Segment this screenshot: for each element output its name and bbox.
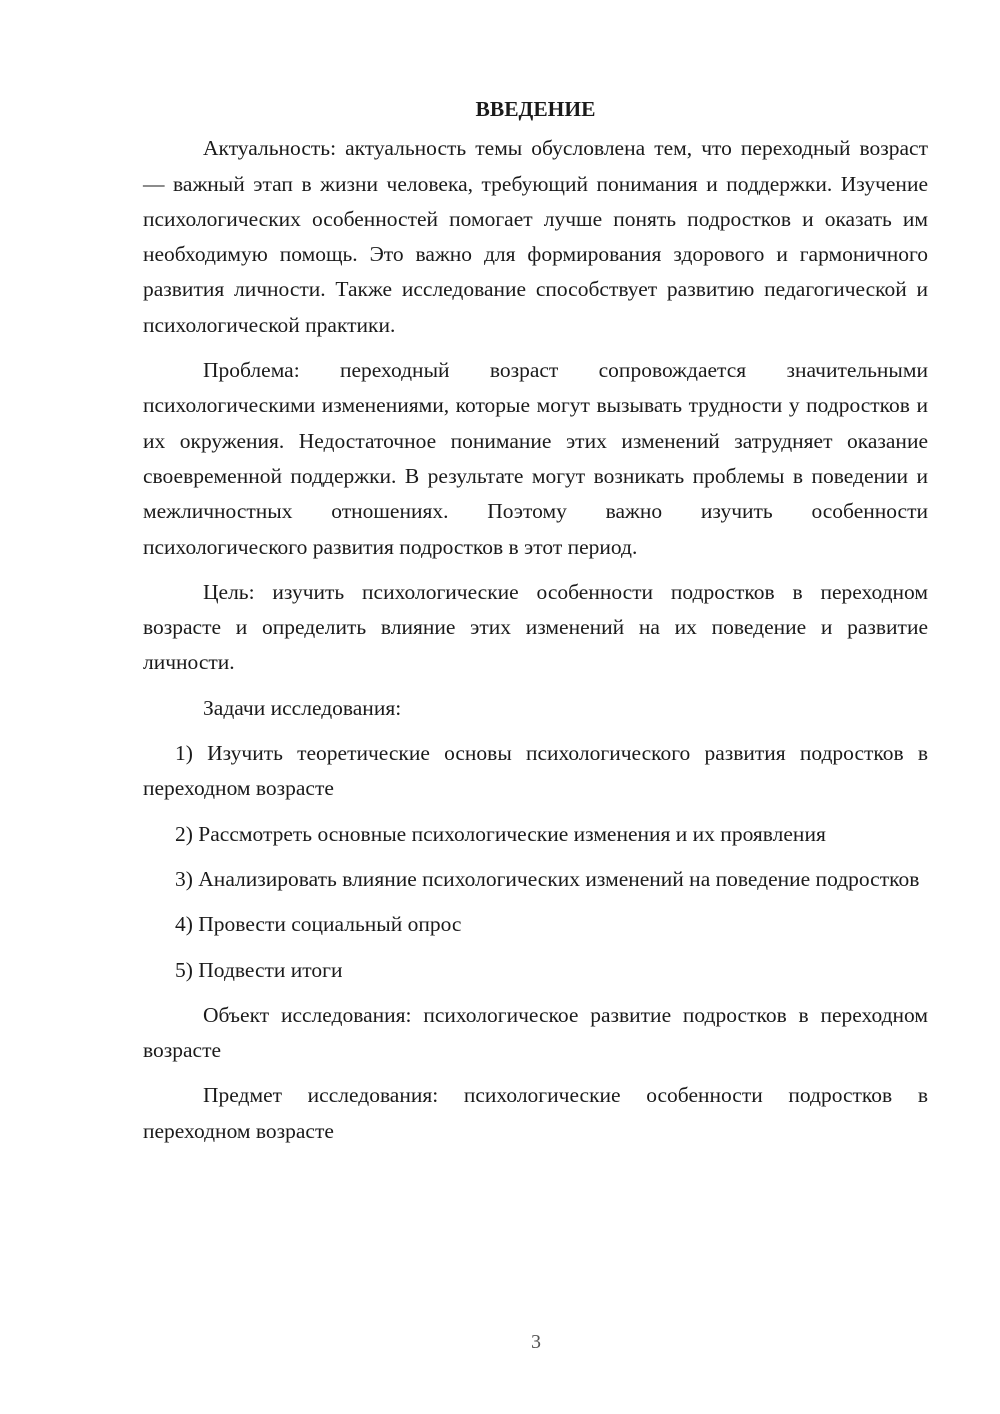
page-content (143, 92, 928, 1159)
goal-paragraph: Цель: изучить психологические особенности подростков в переходном возрасте и определить влияние этих изменений на их поведение и развитие личности. (143, 579, 928, 675)
research-object-paragraph: Объект исследования: психологическое развитие подростков в переходном возрасте (143, 1002, 928, 1063)
tasks-heading: Задачи исследования: (203, 695, 402, 720)
task-item-2: 2) Рассмотреть основные психологические изменения и их проявления (175, 821, 826, 846)
research-subject-paragraph: Предмет исследования: психологические особенности подростков в переходном возрасте (143, 1083, 928, 1143)
section-title: ВВЕДЕНИЕ (475, 97, 596, 121)
relevance-paragraph: Актуальность: актуальность темы обусловлена тем, что переходный возраст — важный этап в жизни человека, требующий понимания и поддержки. Изучение психологических особенностей помогает лучше понять подростков и оказать им необходимую помощь. Это важно для формирования здорового и гармоничного развития личности. Также исследование способствует развитию педагогической и психологической практики. (143, 136, 928, 337)
task-item-1: 1) Изучить теоретические основы психологического развития подростков в переходном возрасте (143, 741, 928, 801)
page-number: 3 (531, 1331, 541, 1353)
task-item-5: 5) Подвести итоги (175, 957, 343, 982)
task-item-4: 4) Провести социальный опрос (175, 912, 462, 937)
problem-paragraph: Проблема: переходный возраст сопровождается значительными психологическими изменениями, которые могут вызывать трудности у подростков и их окружения. Недостаточное понимание этих изменений затрудняет оказание своевременной поддержки. В результате могут возникать проблемы в поведении и межличностных отношениях. Поэтому важно изучить особенности психологического развития подростков в этот период. (143, 358, 928, 559)
task-item-3: 3) Анализировать влияние психологических изменений на поведение подростков (175, 866, 920, 891)
